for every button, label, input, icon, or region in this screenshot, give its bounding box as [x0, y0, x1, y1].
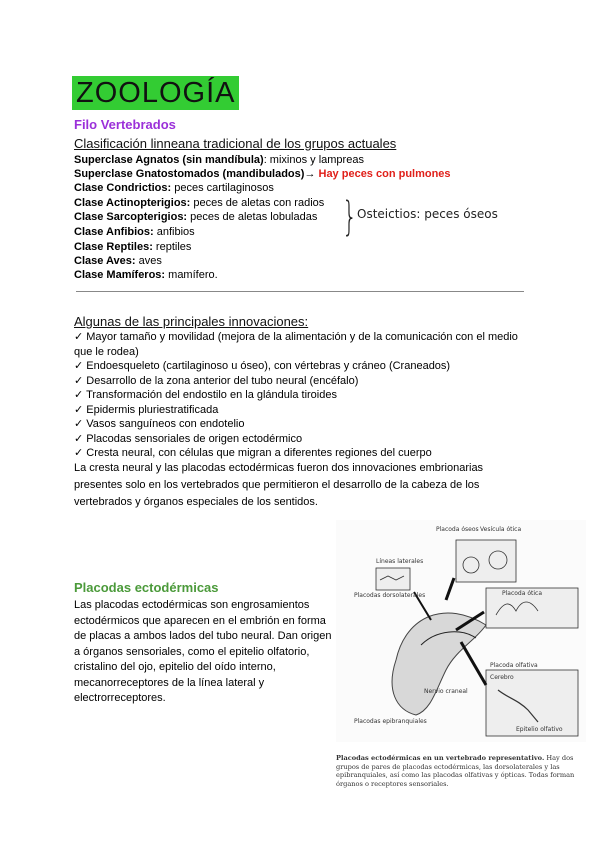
- class-line: Superclase Gnatostomados (mandibulados)→ Hay peces con pulmones: [74, 168, 451, 180]
- class-line: Clase Anfibios: anfibios: [74, 226, 195, 238]
- figure-label: Epitelio olfativo: [516, 726, 563, 733]
- class-line: Clase Aves: aves: [74, 255, 162, 267]
- figure-caption: Placodas ectodérmicas en un vertebrado representativo. Hay dos grupos de pares de placodas ectodérmicas, las dorsolaterales y las epibranquiales, así como las placodas olfativas y ópticas. Todas forman órganos o receptores sensoriales.: [336, 754, 575, 788]
- phylum-heading: Filo Vertebrados: [74, 117, 176, 132]
- embryo-illustration: [336, 520, 586, 742]
- innovations-heading: Algunas de las principales innovaciones:: [74, 314, 309, 329]
- figure-label: Placodas epibranquiales: [354, 718, 427, 725]
- innovations-paragraph: La cresta neural y las placodas ectodérmicas fueron dos innovaciones embrionarias presentes solo en los vertebrados que permitieron el desarrollo de la cabeza de los vertebrados y órganos especiales de los sentidos.: [74, 462, 484, 508]
- innovation-item: ✓ Endoesqueleto (cartilaginoso u óseo), con vértebras y cráneo (Craneados): [74, 360, 451, 372]
- figure-label: Cerebro: [490, 674, 514, 681]
- figure-label: Placoda olfativa: [490, 662, 538, 669]
- class-line: Clase Reptiles: reptiles: [74, 241, 192, 253]
- innovation-item: ✓ Epidermis pluriestratificada: [74, 404, 219, 416]
- innovation-item: ✓ Transformación del endostilo en la glándula tiroides: [74, 389, 337, 401]
- divider: [76, 291, 524, 292]
- class-line: Superclase Agnatos (sin mandíbula): mixinos y lampreas: [74, 154, 364, 166]
- innovation-item: ✓ Desarrollo de la zona anterior del tubo neural (encéfalo): [74, 375, 359, 387]
- placodas-paragraph: Las placodas ectodérmicas son engrosamientos ectodérmicos que aparecen en el embrión en forma de placas a ambos lados del tubo neural. Dan origen a órganos sensoriales, como el epitelio olfatorio, cristalino del ojo, epitelio del oído interno, mecanorreceptores de la línea lateral y electrorreceptores.: [74, 599, 332, 704]
- osteictios-note: Osteictios: peces óseos: [357, 207, 498, 221]
- class-line: Clase Mamíferos: mamífero.: [74, 269, 218, 281]
- figure-label: Líneas laterales: [376, 558, 424, 565]
- innovation-item: ✓ Cresta neural, con células que migran a diferentes regiones del cuerpo: [74, 447, 432, 459]
- class-line: Clase Condrictios: peces cartilaginosos: [74, 182, 274, 194]
- figure-label: Placodas dorsolaterales: [354, 592, 426, 599]
- figure-label: Nervio craneal: [424, 688, 468, 695]
- figure-label: Placoda ótica: [502, 590, 542, 597]
- innovation-item: ✓ Vasos sanguíneos con endotelio: [74, 418, 245, 430]
- placodes-figure: [336, 520, 586, 742]
- lungfish-note: Hay peces con pulmones: [318, 168, 451, 180]
- class-line: Clase Actinopterigios: peces de aletas con radios: [74, 197, 325, 209]
- placodas-heading: Placodas ectodérmicas: [74, 580, 219, 595]
- figure-label: Placoda óseos: [436, 526, 479, 533]
- class-line: Clase Sarcopterigios: peces de aletas lobuladas: [74, 211, 318, 223]
- figure-label: Vesícula ótica: [480, 526, 522, 533]
- innovation-item: ✓ Mayor tamaño y movilidad (mejora de la alimentación y de la comunicación con el medio que le rodea): [74, 331, 518, 358]
- page-title: ZOOLOGÍA: [72, 76, 239, 110]
- innovation-item: ✓ Placodas sensoriales de origen ectodérmico: [74, 433, 303, 445]
- brace-icon: }: [342, 194, 358, 240]
- classification-heading: Clasificación linneana tradicional de los grupos actuales: [74, 136, 397, 151]
